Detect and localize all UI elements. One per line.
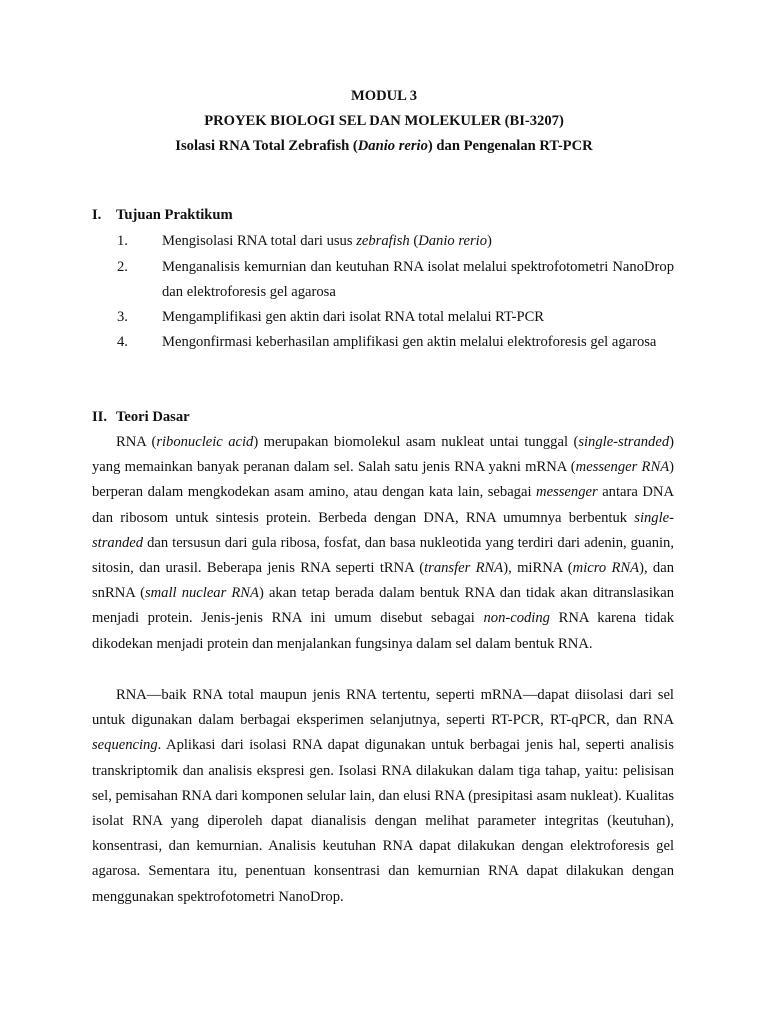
- theory-paragraph-1: RNA (ribonucleic acid) merupakan biomolekul asam nukleat untai tunggal (single-stranded) yang memainkan banyak peranan dalam sel. Salah satu jenis RNA yakni mRNA (messenger RNA) berperan dalam mengkodekan asam amino, atau dengan kata lain, sebagai messenger antara DNA dan ribosom untuk sintesis protein. Berbeda dengan DNA, RNA umumnya berbentuk single-stranded dan tersusun dari gula ribosa, fosfat, dan basa nukleotida yang terdiri dari adenin, guanin, sitosin, dan urasil. Beberapa jenis RNA seperti tRNA (transfer RNA), miRNA (micro RNA), dan snRNA (small nuclear RNA) akan tetap berada dalam bentuk RNA dan tidak akan ditranslasikan menjadi protein. Jenis-jenis RNA ini umum disebut sebagai non-coding RNA karena tidak dikodekan menjadi protein dan menjalankan fungsinya dalam sel dalam bentuk RNA.: [92, 434, 674, 652]
- section-heading-theory: II. Teori Dasar: [92, 409, 190, 425]
- course-title: PROYEK BIOLOGI SEL DAN MOLEKULER (BI-3207): [204, 113, 564, 129]
- section-heading-objectives: I. Tujuan Praktikum: [92, 207, 233, 223]
- module-number: MODUL 3: [350, 88, 418, 104]
- theory-paragraph-2: RNA—baik RNA total maupun jenis RNA tertentu, seperti mRNA—dapat diisolasi dari sel untuk digunakan dalam berbagai eksperimen selanjutnya, seperti RT-PCR, RT-qPCR, dan RNA sequencing. Aplikasi dari isolasi RNA dapat digunakan untuk berbagai jenis hal, seperti analisis transkriptomik dan analisis ekspresi gen. Isolasi RNA dilakukan dalam tiga tahap, yaitu: pelisisan sel, pemisahan RNA dari komponen selular lain, dan elusi RNA (presipitasi asam nukleat). Kualitas isolat RNA yang diperoleh dapat dianalisis dengan melihat parameter integritas (keutuhan), konsentrasi, dan kemurnian. Analisis keutuhan RNA dapat dilakukan dengan elektroforesis gel agarosa. Sementara itu, penentuan konsentrasi dan kemurnian RNA dapat dilakukan dengan menggunakan spektrofotometri NanoDrop.: [92, 687, 675, 905]
- module-title: Isolasi RNA Total Zebrafish (Danio rerio) dan Pengenalan RT-PCR: [175, 138, 593, 154]
- document-page: MODUL 3 PROYEK BIOLOGI SEL DAN MOLEKULER (BI-3207) Isolasi RNA Total Zebrafish (Danio rerio) dan Pengenalan RT-PCR I. Tujuan Praktikum 1. Mengisolasi RNA total dari usus zebrafish (Danio rerio) 2. Menganalisis kemurnian dan keutuhan RNA isolat melalui spektrofotometri NanoDrop dan elektroforesis gel agarosa 3. Mengamplifikasi gen aktin dari isolat RNA total melalui RT-PCR 4. Mengonfirmasi keberhasilan amplifikasi gen aktin melalui elektroforesis gel agarosa II. Teori Dasar RNA (ribonucleic acid) merupakan biomolekul asam nukleat untai tunggal (single-stranded) yang memainkan banyak peranan dalam sel. Salah satu jenis RNA yakni mRNA (messenger RNA) berperan dalam mengkodekan asam amino, atau dengan kata lain, sebagai messenger antara DNA dan ribosom untuk sintesis protein. Berbeda dengan DNA, RNA umumnya berbentuk single-stranded dan tersusun dari gula ribosa, fosfat, dan basa nukleotida yang terdiri dari adenin, guanin, sitosin, dan urasil. Beberapa jenis RNA seperti tRNA (transfer RNA), miRNA (micro RNA), dan snRNA (small nuclear RNA) akan tetap berada dalam bentuk RNA dan tidak akan ditranslasikan menjadi protein. Jenis-jenis RNA ini umum disebut sebagai non-coding RNA karena tidak dikodekan menjadi protein dan menjalankan fungsinya dalam sel dalam bentuk RNA. RNA—baik RNA total maupun jenis RNA tertentu, seperti mRNA—dapat diisolasi dari sel untuk digunakan dalam berbagai eksperimen selanjutnya, seperti RT-PCR, RT-qPCR, dan RNA sequencing. Aplikasi dari isolasi RNA dapat digunakan untuk berbagai jenis hal, seperti analisis transkriptomik dan analisis ekspresi gen. Isolasi RNA dilakukan dalam tiga tahap, yaitu: pelisisan sel, pemisahan RNA dari komponen selular lain, dan elusi RNA (presipitasi asam nukleat). Kualitas isolat RNA yang diperoleh dapat dianalisis dengan melihat parameter integritas (keutuhan), konsentrasi, dan kemurnian. Analisis keutuhan RNA dapat dilakukan dengan elektroforesis gel agarosa. Sementara itu, penentuan konsentrasi dan kemurnian RNA dapat dilakukan dengan menggunakan spektrofotometri NanoDrop.: [0, 0, 768, 1024]
